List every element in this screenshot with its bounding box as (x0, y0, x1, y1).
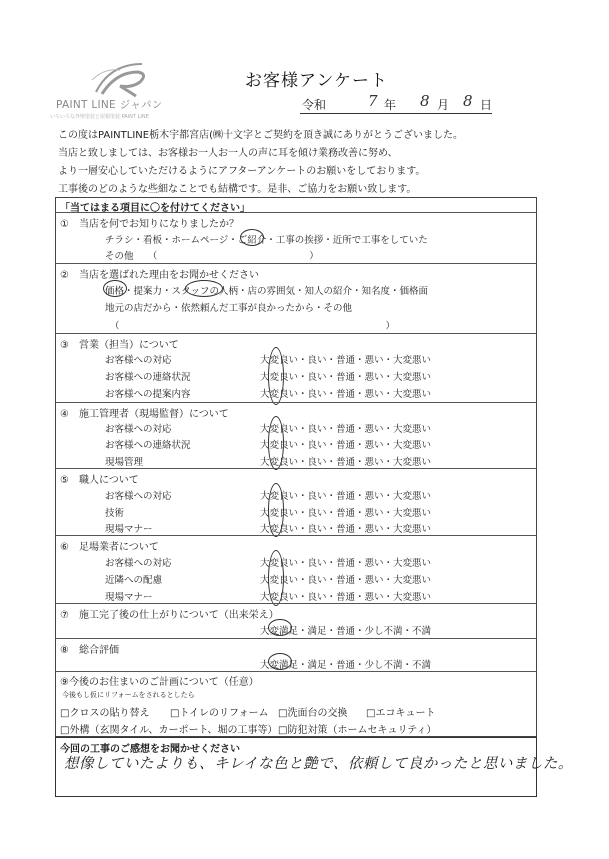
q9-note: 今後もし仮にリフォームをされるとしたら (62, 691, 195, 699)
q6-label: ⑥ 足場業者について (60, 542, 159, 553)
satisfaction-scale[interactable]: 大変満足・満足・普通・少し不満・不満 (260, 626, 432, 637)
date-era: 令和 (302, 98, 327, 112)
checkbox-ecocute[interactable]: □エコキュート (366, 708, 436, 719)
checkbox-washbasin[interactable]: □洗面台の交換 (278, 708, 348, 719)
q5-label: ⑤ 職人について (60, 475, 139, 486)
rating-scale[interactable]: 大変良い・良い・普通・悪い・大変悪い (260, 389, 432, 400)
q9-label: ⑨今後のお住まいのご計画について（任意） (60, 677, 259, 688)
q8-label: ⑧ 総合評価 (60, 645, 119, 656)
answer-circle (268, 550, 284, 606)
page-title: お客様アンケート (245, 71, 388, 91)
checkbox-cloth[interactable]: □クロスの貼り替え (60, 708, 150, 719)
date-field[interactable] (300, 94, 492, 114)
logo-name: PAINT LINE ジャパン (56, 99, 163, 111)
q7-label: ⑦ 施工完了後の仕上がりについて（出来栄え） (60, 610, 279, 621)
rating-scale[interactable]: 大変良い・良い・普通・悪い・大変悪い (260, 457, 432, 468)
answer-circle (185, 280, 223, 297)
date-year-unit: 年 (384, 98, 397, 112)
q5-item: お客様への対応 (105, 491, 172, 502)
divider (55, 333, 537, 334)
rating-scale[interactable]: 大変良い・良い・普通・悪い・大変悪い (260, 424, 432, 435)
checkbox-security[interactable]: □防犯対策（ホームセキュリティ） (278, 725, 437, 736)
intro-text (58, 127, 463, 199)
date-month-unit: 月 (437, 98, 450, 112)
q3-item: お客様への対応 (105, 355, 172, 366)
answer-circle (103, 280, 127, 297)
paint-line-logo (50, 58, 190, 122)
q6-item: 近隣への配慮 (105, 575, 163, 586)
q2-other[interactable]: （ ） (110, 321, 396, 332)
divider (55, 638, 537, 639)
q6-item: お客様への対応 (105, 558, 172, 569)
intro-line: より一層安心していただけるようにアフターアンケートのお願いをしております。 (58, 166, 426, 177)
box-heading: 「当てはまる項目に〇を付けてください」 (60, 203, 250, 214)
divider (55, 468, 537, 469)
checkbox-exterior[interactable]: □外構（玄関タイル、カーポート、堀の工事等） (60, 725, 278, 736)
q4-item: お客様への連絡状況 (105, 440, 191, 451)
date-month-value: 8 (420, 92, 430, 110)
divider (55, 671, 537, 672)
q3-item: お客様への連絡状況 (105, 372, 191, 383)
q2-label: ② 当店を選ばれた理由をお聞かせください (60, 270, 259, 281)
logo-tagline: いろいろな外壁塗装と屋根塗装 PAINT LINE (50, 114, 149, 120)
divider (55, 263, 537, 264)
q1-label: ① 当店を何でお知りになりましたか？ (60, 219, 239, 230)
divider (55, 603, 537, 604)
q4-item: お客様への対応 (105, 424, 172, 435)
intro-line: 当店と致しましては、お客様お一人お一人の声に耳を傾け業務改善に努め、 (58, 148, 398, 159)
intro-line: 工事後のどのような些細なことでも結構です。是非、ご協力をお願い致します。 (58, 184, 417, 195)
answer-circle (268, 619, 292, 636)
rating-scale[interactable]: 大変良い・良い・普通・悪い・大変悪い (260, 372, 432, 383)
logo-mark-icon (90, 58, 150, 98)
rating-scale[interactable]: 大変良い・良い・普通・悪い・大変悪い (260, 355, 432, 366)
q6-item: 現場マナー (105, 592, 153, 603)
impressions-heading: 今回の工事のご感想をお聞かせください (60, 744, 240, 755)
rating-scale[interactable]: 大変良い・良い・普通・悪い・大変悪い (260, 575, 432, 586)
q5-item: 技術 (105, 508, 125, 519)
q3-item: お客様への提案内容 (105, 389, 191, 400)
divider (55, 402, 537, 403)
q5-item: 現場マナー (105, 524, 153, 535)
answer-circle (268, 653, 292, 670)
rating-scale[interactable]: 大変良い・良い・普通・悪い・大変悪い (260, 592, 432, 603)
rating-scale[interactable]: 大変良い・良い・普通・悪い・大変悪い (260, 440, 432, 451)
answer-circle (268, 416, 284, 470)
checkbox-toilet[interactable]: □トイレのリフォーム (170, 708, 269, 719)
intro-line: この度はPAINTLINE栃木宇都宮店(㈱十文字とご契約を頂き誠にありがとうございました。 (58, 130, 463, 141)
answer-circle (268, 483, 284, 537)
rating-scale[interactable]: 大変良い・良い・普通・悪い・大変悪い (260, 508, 432, 519)
date-year-value: 7 (368, 92, 378, 110)
q4-label: ④ 施工管理者（現場監督）について (60, 409, 229, 420)
q3-label: ③ 営業（担当）について (60, 340, 179, 351)
impressions-handwritten-text[interactable]: 想像していたよりも、キレイな色と艶で、依頼して良かったと思いました。 (64, 756, 573, 772)
divider (55, 535, 537, 536)
q1-other[interactable]: その他 （ ） (105, 251, 319, 262)
rating-scale[interactable]: 大変良い・良い・普通・悪い・大変悪い (260, 491, 432, 502)
date-day-unit: 日 (480, 98, 493, 112)
q1-options[interactable]: チラシ・看板・ホームページ・ご紹介・工事の挨拶・近所で工事をしていた (105, 235, 428, 246)
answer-circle (268, 347, 284, 405)
q4-item: 現場管理 (105, 457, 144, 468)
date-day-value: 8 (463, 92, 473, 110)
answer-circle (240, 229, 264, 246)
q2-options-line1[interactable]: 価格・提案力・スタッフの人柄・店の雰囲気・知人の紹介・知名度・価格面 (105, 286, 429, 297)
divider (55, 212, 537, 213)
rating-scale[interactable]: 大変良い・良い・普通・悪い・大変悪い (260, 558, 432, 569)
satisfaction-scale[interactable]: 大変満足・満足・普通・少し不満・不満 (260, 660, 432, 671)
q2-options-line2[interactable]: 地元の店だから・依然頼んだ工事が良かったから・その他 (105, 303, 353, 314)
rating-scale[interactable]: 大変良い・良い・普通・悪い・大変悪い (260, 524, 432, 535)
